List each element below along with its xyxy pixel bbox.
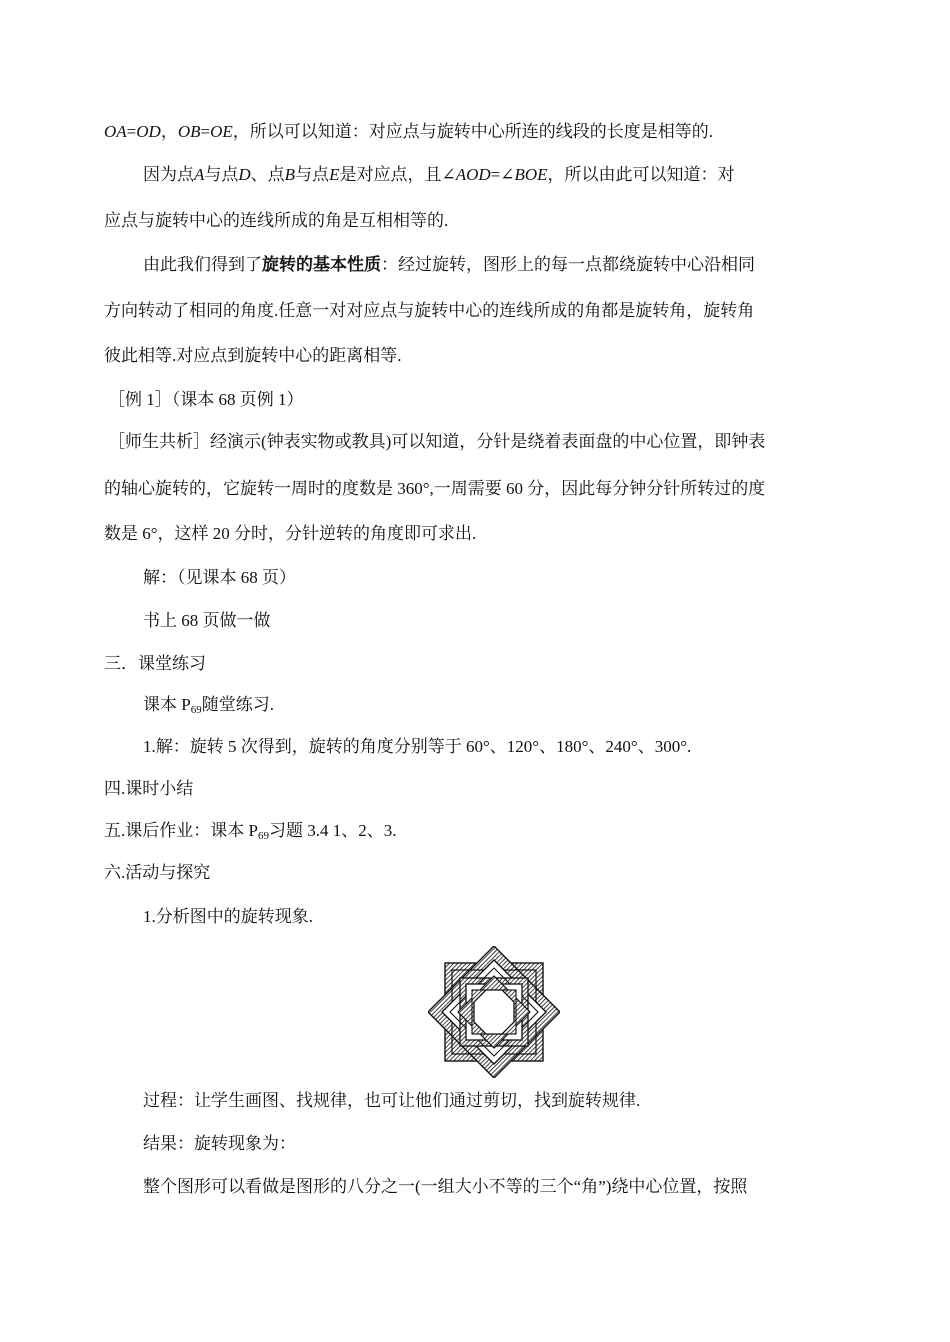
paragraph-oa-od	[104, 121, 713, 143]
text: =	[200, 122, 211, 141]
paragraph-line: 彼此相等.对应点到旋转中心的距离相等.	[104, 346, 402, 365]
solution-line: 解：（见课本 68 页）	[143, 568, 296, 587]
paragraph-line: 应点与旋转中心的连线所成的角是互相相等的.	[104, 211, 449, 230]
book-line: 书上 68 页做一做	[143, 611, 271, 630]
math-var: E	[329, 165, 340, 184]
bold-term: 旋转的基本性质	[262, 255, 381, 274]
subscript: 69	[190, 704, 202, 716]
practice-line	[143, 694, 274, 721]
example-heading: ［例 1］（课本 68 页例 1）	[108, 390, 304, 409]
paragraph-line: 的轴心旋转的，它旋转一周时的度数是 360°,一周需要 60 分，因此每分钟分针所转过的度	[104, 479, 766, 498]
text: 、点	[250, 165, 285, 184]
math-var: OE	[210, 122, 233, 141]
result-line: 结果：旋转现象为：	[143, 1134, 296, 1153]
text: =∠	[490, 165, 515, 184]
math-var: BOE	[514, 165, 548, 184]
paragraph-line: 整个图形可以看做是图形的八分之一(一组大小不等的三个“角”)绕中心位置，按照	[143, 1177, 748, 1196]
text: 因为点	[143, 165, 194, 184]
math-var: OB	[177, 122, 201, 141]
paragraph-line: 数是 6°，这样 20 分时，分针逆转的角度即可求出.	[104, 524, 477, 543]
math-var: D	[238, 165, 251, 184]
text: 习题 3.4 1、2、3.	[268, 821, 397, 840]
text: 与点	[295, 165, 330, 184]
process-line: 过程：让学生画图、找规律，也可让他们通过剪切，找到旋转规律.	[143, 1091, 641, 1110]
text: ，	[160, 122, 178, 141]
text: ：经过旋转，图形上的每一点都绕旋转中心沿相同	[381, 255, 755, 274]
math-var: A	[194, 165, 205, 184]
text: 是对应点，且∠	[339, 165, 456, 184]
text: ，所以可以知道：对应点与旋转中心所连的线段的长度是相等的.	[232, 122, 714, 141]
text: 随堂练习.	[201, 695, 274, 714]
paragraph-line: 方向转动了相同的角度.任意一对对应点与旋转中心的连线所成的角都是旋转角，旋转角	[104, 301, 755, 320]
math-var: OA	[104, 122, 127, 141]
paragraph-corresponding-points	[143, 164, 735, 186]
math-var: B	[284, 165, 296, 184]
text: 课本 P	[143, 695, 191, 714]
center-octagon	[474, 990, 514, 1034]
math-var: AOD	[455, 165, 491, 184]
text: 与点	[204, 165, 239, 184]
section-heading-3: 三．课堂练习	[104, 654, 206, 673]
math-var: OD	[136, 122, 161, 141]
text: 由此我们得到了	[143, 255, 262, 274]
section-heading-4: 四.课时小结	[104, 779, 194, 798]
rotation-pattern-figure	[428, 946, 560, 1078]
paragraph-analysis: ［师生共析］经演示(钟表实物或教具)可以知道，分针是绕着表面盘的中心位置，即钟表	[108, 432, 766, 451]
text: =	[126, 122, 137, 141]
text: 五.课后作业：课本 P	[104, 821, 258, 840]
text: ，所以由此可以知道：对	[547, 165, 735, 184]
section-heading-6: 六.活动与探究	[104, 863, 211, 882]
paragraph-basic-property	[143, 254, 755, 276]
answer-line: 1.解：旋转 5 次得到，旋转的角度分别等于 60°、120°、180°、240°、300°.	[143, 737, 692, 756]
subscript: 69	[257, 830, 269, 842]
activity-line: 1.分析图中的旋转现象.	[143, 907, 313, 926]
section-heading-5	[104, 820, 396, 847]
